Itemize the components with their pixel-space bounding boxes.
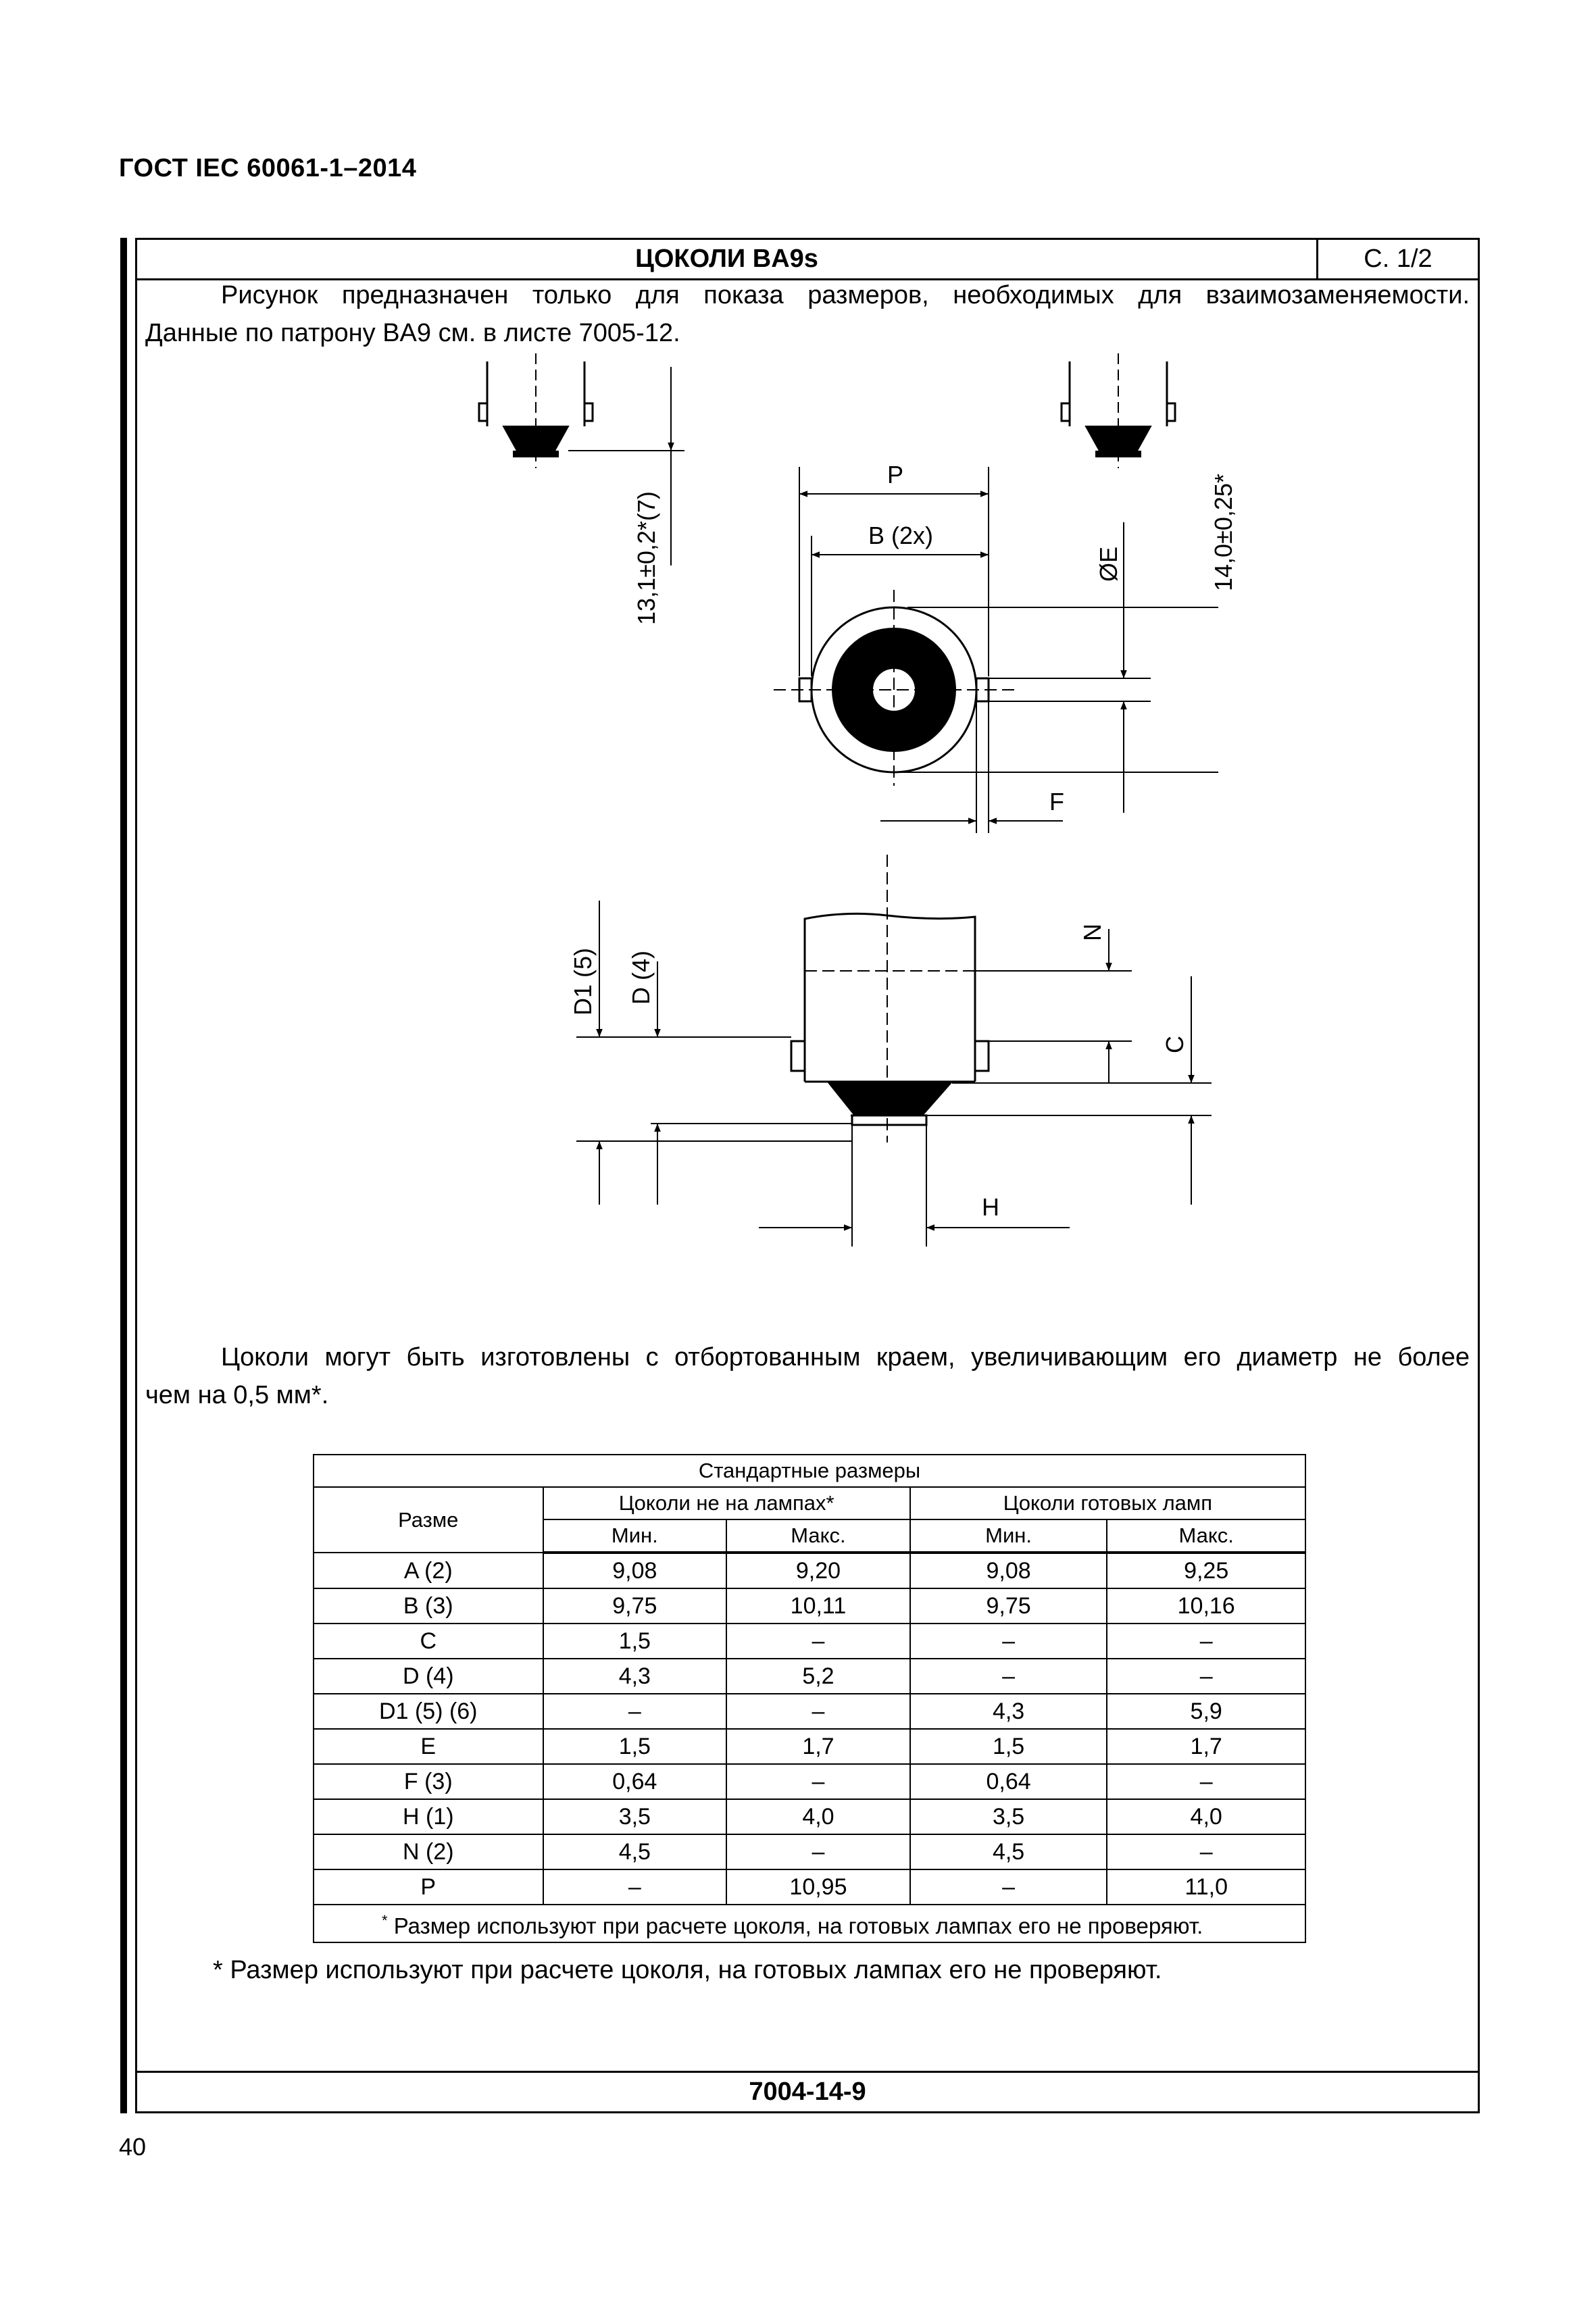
dim-label-f: F — [1049, 788, 1064, 815]
table-cell: 4,0 — [1107, 1799, 1305, 1834]
dim-label-d: D (4) — [627, 951, 655, 1005]
table-row — [314, 1729, 1305, 1764]
dim-label-e: ØE — [1095, 546, 1122, 582]
sheet-code: 7004-14-9 — [137, 2071, 1478, 2111]
table-cell: – — [543, 1694, 727, 1729]
table-cell: – — [726, 1834, 910, 1869]
dim-label-c: C — [1161, 1036, 1189, 1053]
col-header-max: Макс. — [726, 1519, 910, 1553]
table-cell: 1,7 — [726, 1729, 910, 1764]
table-cell: 5,9 — [1107, 1694, 1305, 1729]
table-cell: 10,16 — [1107, 1588, 1305, 1624]
dim-label-cut: 14,0±0,25* — [1210, 474, 1237, 591]
table-cell: – — [726, 1764, 910, 1799]
flange-note-line-2: чем на 0,5 мм*. — [145, 1381, 329, 1409]
table-cell: F (3) — [314, 1764, 543, 1799]
small-side-view-right — [1062, 353, 1175, 468]
table-cell: E — [314, 1729, 543, 1764]
table-row — [314, 1694, 1305, 1729]
footnote-mark: * — [382, 1912, 388, 1929]
table-row — [314, 1659, 1305, 1694]
table-cell: 9,08 — [910, 1553, 1107, 1588]
base-side-view — [576, 855, 1212, 1247]
document-standard-title: ГОСТ IEC 60061-1–2014 — [119, 154, 417, 182]
dim-label-p: P — [887, 461, 904, 488]
dimensions-table — [313, 1454, 1306, 1943]
table-cell: H (1) — [314, 1799, 543, 1834]
table-cell: 4,5 — [910, 1834, 1107, 1869]
table-row — [314, 1624, 1305, 1659]
table-cell: B (3) — [314, 1588, 543, 1624]
table-cell: 10,95 — [726, 1869, 910, 1905]
table-cell: 9,20 — [726, 1553, 910, 1588]
flange-note-line-1: Цоколи могут быть изготовлены с отбортованным краем, увеличивающим его диаметр не более — [221, 1343, 1470, 1372]
table-row — [314, 1764, 1305, 1799]
table-cell: – — [1107, 1834, 1305, 1869]
table-cell: D1 (5) (6) — [314, 1694, 543, 1729]
dim-label-b: B (2x) — [868, 522, 934, 549]
col-header-max: Макс. — [1107, 1519, 1305, 1553]
table-cell: 1,5 — [543, 1624, 727, 1659]
table-cell: 9,25 — [1107, 1553, 1305, 1588]
table-cell: – — [910, 1659, 1107, 1694]
sheet-frame — [135, 238, 1480, 2113]
table-footnote — [314, 1905, 1305, 1942]
table-cell: 1,7 — [1107, 1729, 1305, 1764]
table-cell: – — [1107, 1659, 1305, 1694]
table-cell: 9,75 — [910, 1588, 1107, 1624]
table-cell: 0,64 — [543, 1764, 727, 1799]
dim-label-h: H — [982, 1193, 999, 1221]
table-cell: 4,5 — [543, 1834, 727, 1869]
dim-label-n: N — [1078, 924, 1106, 941]
table-cell: 9,08 — [543, 1553, 727, 1588]
dim-label-d1: D1 (5) — [569, 947, 597, 1015]
table-cell: – — [1107, 1764, 1305, 1799]
table-cell: A (2) — [314, 1553, 543, 1588]
table-row — [314, 1553, 1305, 1588]
sheet-title: ЦОКОЛИ BA9s — [137, 240, 1318, 278]
table-cell: 4,3 — [910, 1694, 1107, 1729]
table-cell: 3,5 — [543, 1799, 727, 1834]
intro-line-1: Рисунок предназначен только для показа размеров, необходимых для взаимозаменяемости. — [221, 281, 1470, 309]
table-cell: 11,0 — [1107, 1869, 1305, 1905]
table-cell: – — [543, 1869, 727, 1905]
table-cell: N (2) — [314, 1834, 543, 1869]
col-header-finished-lamps: Цоколи готовых ламп — [910, 1487, 1305, 1519]
table-cell: 9,75 — [543, 1588, 727, 1624]
intro-line-2: Данные по патрону BA9 см. в листе 7005-12. — [145, 319, 680, 347]
table-row — [314, 1799, 1305, 1834]
table-cell: 5,2 — [726, 1659, 910, 1694]
table-cell: – — [726, 1624, 910, 1659]
footnote: * Размер используют при расчете цоколя, на готовых лампах его не проверяют. — [213, 1956, 1162, 1984]
table-footnote-text: Размер используют при расчете цоколя, на готовых лампах его не проверяют. — [393, 1913, 1203, 1938]
col-header-min: Мин. — [543, 1519, 727, 1553]
table-row — [314, 1588, 1305, 1624]
table-cell: – — [910, 1624, 1107, 1659]
table-cell: 4,3 — [543, 1659, 727, 1694]
table-cell: P — [314, 1869, 543, 1905]
col-header-dimension: Разме — [314, 1487, 543, 1553]
dim-label-13-1: 13,1±0,2*(7) — [632, 491, 660, 625]
table-cell: 0,64 — [910, 1764, 1107, 1799]
table-cell: – — [910, 1869, 1107, 1905]
sheet-page-ref: С. 1/2 — [1364, 245, 1432, 273]
col-header-min: Мин. — [910, 1519, 1107, 1553]
table-cell: 10,11 — [726, 1588, 910, 1624]
table-cell: – — [1107, 1624, 1305, 1659]
table-cell: C — [314, 1624, 543, 1659]
page-number: 40 — [119, 2133, 147, 2161]
table-cell: 1,5 — [543, 1729, 727, 1764]
table-cell: 3,5 — [910, 1799, 1107, 1834]
col-header-not-on-lamps: Цоколи не на лампах* — [543, 1487, 910, 1519]
base-end-view — [774, 467, 1218, 833]
table-cell: 4,0 — [726, 1799, 910, 1834]
table-row — [314, 1869, 1305, 1905]
change-bar — [120, 238, 127, 2113]
technical-drawing — [137, 240, 1478, 1294]
table-cell: 1,5 — [910, 1729, 1107, 1764]
flange-note — [145, 1338, 1470, 1414]
table-row — [314, 1834, 1305, 1869]
table-caption: Стандартные размеры — [314, 1455, 1305, 1487]
table-cell: – — [726, 1694, 910, 1729]
table-cell: D (4) — [314, 1659, 543, 1694]
